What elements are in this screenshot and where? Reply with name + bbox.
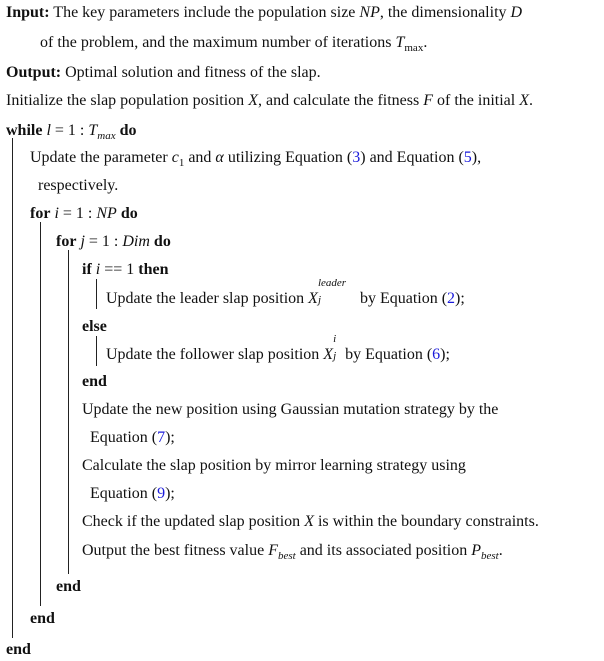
input-line: Input: The key parameters include the population size NP, the dimensionality D bbox=[6, 4, 523, 21]
check-line: Check if the updated slap position X is within the boundary constraints. bbox=[82, 513, 539, 530]
mirror-line: Calculate the slap position by mirror learning strategy using bbox=[82, 457, 466, 474]
best-line: Output the best fitness value $F_{best}$ and its associated position $P_{best}$. bbox=[82, 542, 503, 563]
init-line: Initialize the slap population position X, and calculate the fitness F of the initial X. bbox=[6, 92, 533, 109]
eq-ref-6[interactable]: 6 bbox=[432, 346, 441, 363]
input-label: Input: bbox=[6, 4, 50, 21]
while-line: while l = 1 : $T_{max}$ do bbox=[6, 122, 137, 143]
input-line-2: of the problem, and the maximum number of iterations $T_{max}$. bbox=[40, 34, 428, 55]
eq-ref-2[interactable]: 2 bbox=[447, 290, 456, 307]
for-j-line: for j = 1 : Dim do bbox=[56, 233, 171, 250]
gaussian-line-2: Equation (7); bbox=[90, 429, 175, 446]
if-block-rule bbox=[96, 279, 97, 309]
else-line: else bbox=[82, 318, 107, 335]
leader-line: Update the leader slap position X leader j by Equation (2); bbox=[106, 277, 465, 307]
update-param-line-2: respectively. bbox=[38, 177, 119, 194]
for-j-block-rule bbox=[68, 250, 69, 574]
follower-line: Update the follower slap position X i j by Equation (6); bbox=[106, 333, 450, 363]
output-line: Output: Optimal solution and fitness of the slap. bbox=[6, 64, 321, 81]
else-block-rule bbox=[96, 336, 97, 366]
end-if-line: end bbox=[82, 373, 107, 390]
for-i-line: for i = 1 : NP do bbox=[30, 205, 138, 222]
while-block-rule bbox=[12, 138, 13, 638]
end-for-j-line: end bbox=[56, 578, 81, 595]
gaussian-line: Update the new position using Gaussian mutation strategy by the bbox=[82, 401, 499, 418]
for-i-block-rule bbox=[40, 222, 41, 606]
eq-ref-5[interactable]: 5 bbox=[463, 149, 472, 166]
eq-ref-7[interactable]: 7 bbox=[157, 429, 166, 446]
output-label: Output: bbox=[6, 64, 62, 81]
if-line: if i == 1 then bbox=[82, 261, 169, 278]
mirror-line-2: Equation (9); bbox=[90, 485, 175, 502]
eq-ref-9[interactable]: 9 bbox=[157, 485, 166, 502]
end-while-line: end bbox=[6, 641, 31, 658]
update-param-line: Update the parameter $c_1$ and α utilizing Equation (3) and Equation (5), bbox=[30, 149, 482, 170]
eq-ref-3[interactable]: 3 bbox=[352, 149, 361, 166]
end-for-i-line: end bbox=[30, 610, 55, 627]
